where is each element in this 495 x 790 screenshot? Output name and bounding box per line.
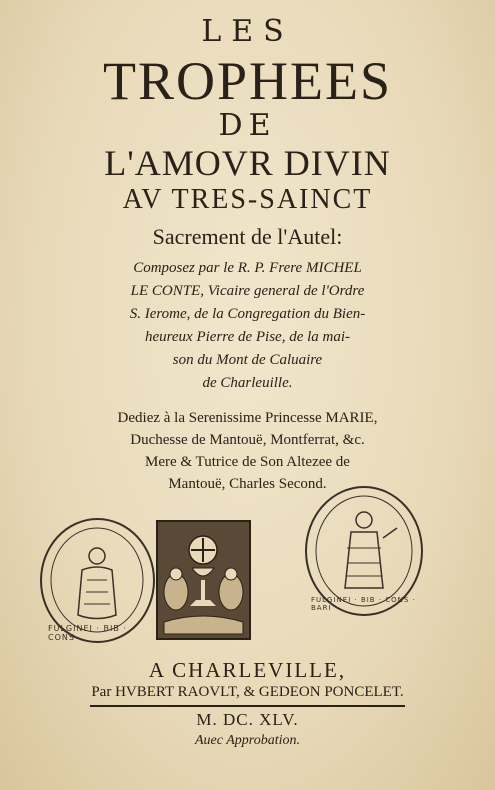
title-line-de: DE [218, 108, 277, 143]
author-line-3: S. Ierome, de la Congregation du Bien- [129, 306, 366, 322]
imprint-place: A CHARLEVILLE, [148, 658, 347, 682]
author-line-6: de Charleuille. [202, 375, 293, 391]
author-line-4: heureux Pierre de Pise, de la mai- [144, 329, 351, 345]
title-line-sainct: AV TRES-SAINCT [122, 184, 373, 215]
author-line-5: son du Mont de Caluaire [172, 352, 323, 368]
dedication-line-1: Dediez à la Serenissime Princesse MARIE, [117, 410, 378, 426]
title-line-trophees: TROPHEES [102, 51, 393, 111]
dedication-line-3: Mere & Tutrice de Son Altezee de [145, 454, 350, 470]
stamp-figure-icon [42, 520, 153, 641]
dedication-line-2: Duchesse de Mantouë, Montferrat, &c. [130, 432, 365, 448]
title-line-amour: L'AMOVR DIVIN [104, 143, 391, 183]
imprint-rule [90, 705, 405, 707]
imprint-year: M. DC. XLV. [196, 710, 299, 729]
stamp-right-text: FULGINEI · BIB · CONS · BARI [311, 596, 416, 612]
library-stamp-right [305, 486, 423, 616]
imprint-approbation: Auec Approbation. [195, 733, 300, 748]
title-line-sacrement: Sacrement de l'Autel: [152, 224, 343, 249]
stamp-left-text: FULGINEI · BIB · CONS [48, 624, 127, 642]
library-stamp-left [40, 518, 155, 643]
author-line-2: LE CONTE, Vicaire general de l'Ordre [130, 283, 365, 299]
imprint-printer: Par HVBERT RAOVLT, & GEDEON PONCELET. [91, 684, 404, 700]
title-line-les: LES [201, 14, 294, 49]
monstrance-icon [158, 522, 249, 638]
author-line-1: Composez par le R. P. Frere MICHEL [133, 260, 362, 276]
monstrance-woodcut [156, 520, 251, 640]
dedication-line-4: Mantouë, Charles Second. [168, 476, 327, 492]
